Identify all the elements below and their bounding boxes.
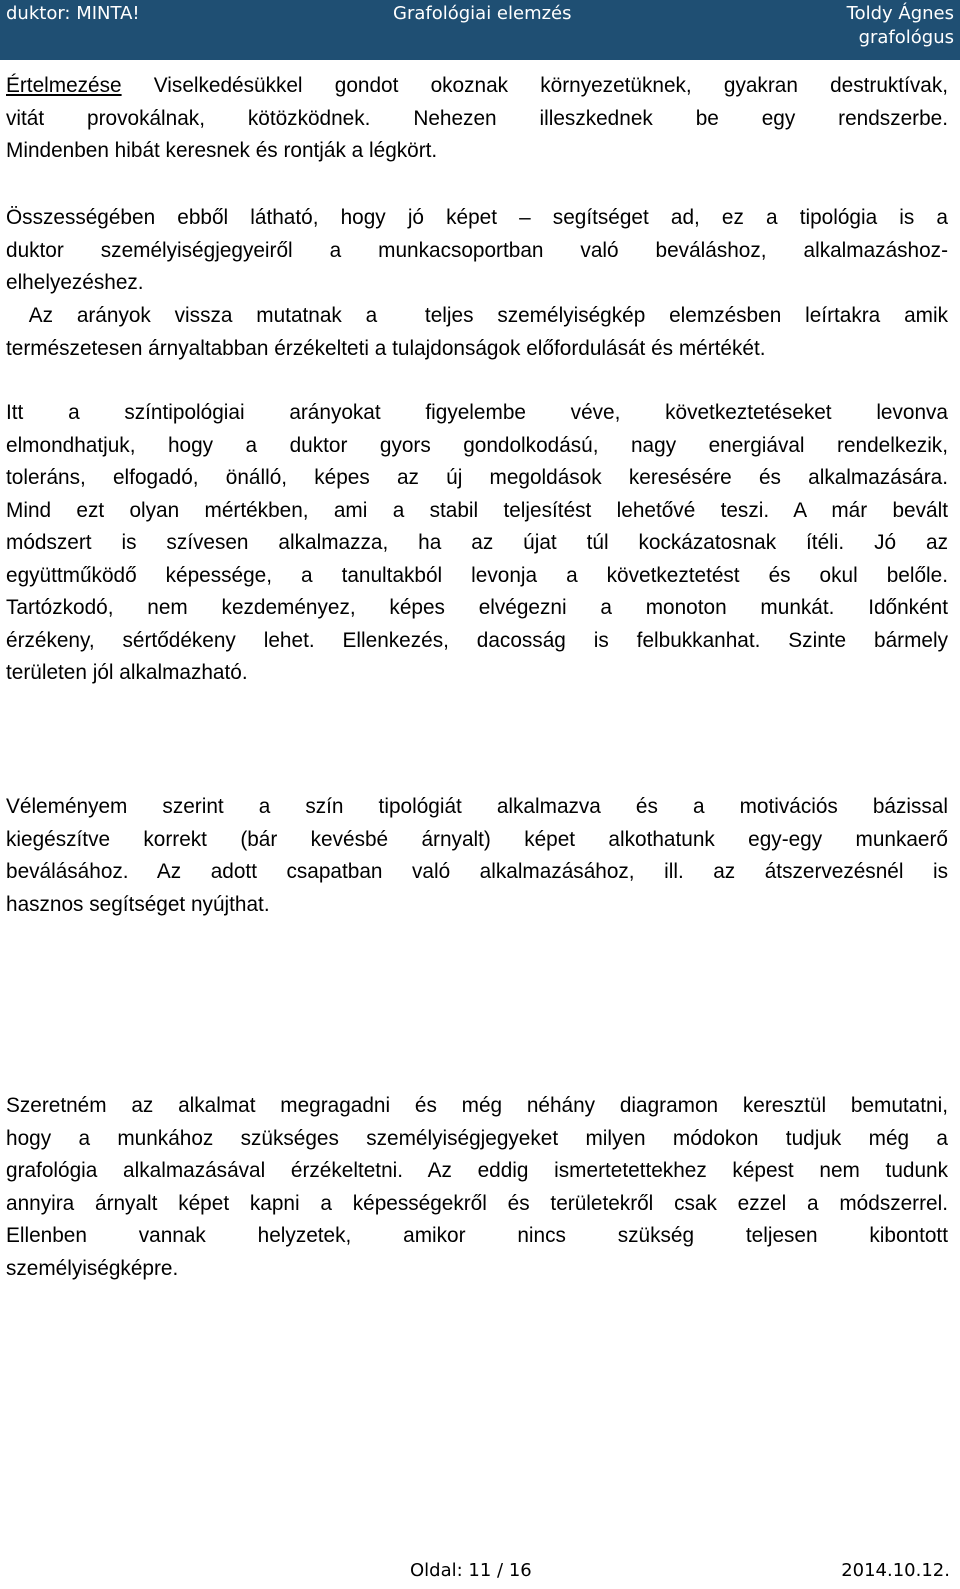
document-date: 2014.10.12.: [841, 1560, 950, 1581]
text-line: beválásához. Az adott csapatban való alkalmazásához, ill. az átszervezésnél is: [6, 860, 948, 883]
text-line: Tartózkodó, nem kezdeményez, képes elvégezni a monoton munkát. Időnként: [6, 596, 948, 619]
text-line: Szeretném az alkalmat megragadni és még néhány diagramon keresztül bemutatni,: [6, 1094, 948, 1117]
text-line: Értelmezése Viselkedésükkel gondot okoznak környezetüknek, gyakran destruktívak,: [6, 74, 948, 97]
text-line: duktor személyiségjegyeiről a munkacsoportban való beváláshoz, alkalmazáshoz-: [6, 238, 948, 262]
text-line: Az arányok vissza mutatnak a teljes személyiségkép elemzésben leírtakra amik: [6, 304, 948, 327]
text-line: elhelyezéshez.: [6, 271, 144, 294]
header-document-title: Grafológiai elemzés: [393, 3, 572, 24]
text-line: annyira árnyalt képet kapni a képességekről és területekről csak ezzel a módszerrel.: [6, 1191, 948, 1215]
text-line: grafológia alkalmazásával érzékeltetni. Az eddig ismertetettekhez képest nem tudunk: [6, 1159, 948, 1182]
text-line: módszert is szívesen alkalmazza, ha az újat túl kockázatosnak ítéli. Jó az: [6, 531, 948, 554]
paragraph-diagrams-intro: [6, 1090, 948, 1285]
header-document-subject: duktor: MINTA!: [6, 3, 140, 24]
page-number: Oldal: 11 / 16: [410, 1560, 532, 1581]
page-footer: [0, 1556, 960, 1586]
text-line: Véleményem szerint a szín tipológiát alkalmazva és a motivációs bázissal: [6, 795, 948, 818]
text-line: toleráns, elfogadó, önálló, képes az új megoldások keresésére és alkalmazására.: [6, 466, 948, 489]
paragraph-interpretation: [6, 70, 948, 168]
paragraph-color-typology: [6, 397, 948, 690]
text-line: személyiségképre.: [6, 1256, 179, 1280]
header-author: [847, 2, 954, 50]
page-header: [0, 0, 960, 60]
text-line: Mind ezt olyan mértékben, ami a stabil teljesítést lehetővé teszi. A már bevált: [6, 498, 948, 522]
text-line: kiegészítve korrekt (bár kevésbé árnyalt) képet alkothatunk egy-egy munkaerő: [6, 827, 948, 851]
text-line: együttműködő képessége, a tanultakból levonja a következtetést és okul belőle.: [6, 563, 948, 587]
header-author-name: Toldy Ágnes: [846, 3, 954, 24]
text-line: természetesen árnyaltabban érzékelteti a tulajdonságok előfordulását és mértékét.: [6, 336, 766, 360]
text-line: hasznos segítséget nyújthat.: [6, 892, 270, 916]
text-line: elmondhatjuk, hogy a duktor gyors gondolkodású, nagy energiával rendelkezik,: [6, 433, 948, 457]
text-line: vitát provokálnak, kötözködnek. Nehezen illeszkednek be egy rendszerbe.: [6, 106, 948, 130]
text-line: Itt a színtipológiai arányokat figyelembe véve, következtetéseket levonva: [6, 401, 948, 424]
paragraph-summary: [6, 202, 948, 300]
text-line: Ellenben vannak helyzetek, amikor nincs szükség teljesen kibontott: [6, 1224, 948, 1247]
header-author-role: grafológus: [858, 27, 954, 48]
text-line: érzékeny, sértődékeny lehet. Ellenkezés, dacosság is felbukkanhat. Szinte bármely: [6, 628, 948, 652]
text-line: Mindenben hibát keresnek és rontják a légkört.: [6, 139, 438, 162]
text-line: Összességében ebből látható, hogy jó képet – segítséget ad, ez a tipológia is a: [6, 206, 948, 229]
text-line: területen jól alkalmazható.: [6, 661, 248, 684]
text-line: hogy a munkához szükséges személyiségjegyeket milyen módokon tudjuk még a: [6, 1126, 948, 1150]
interpretation-label: Értelmezése: [6, 74, 122, 97]
paragraph-proportions: [6, 300, 948, 365]
paragraph-opinion: [6, 791, 948, 921]
